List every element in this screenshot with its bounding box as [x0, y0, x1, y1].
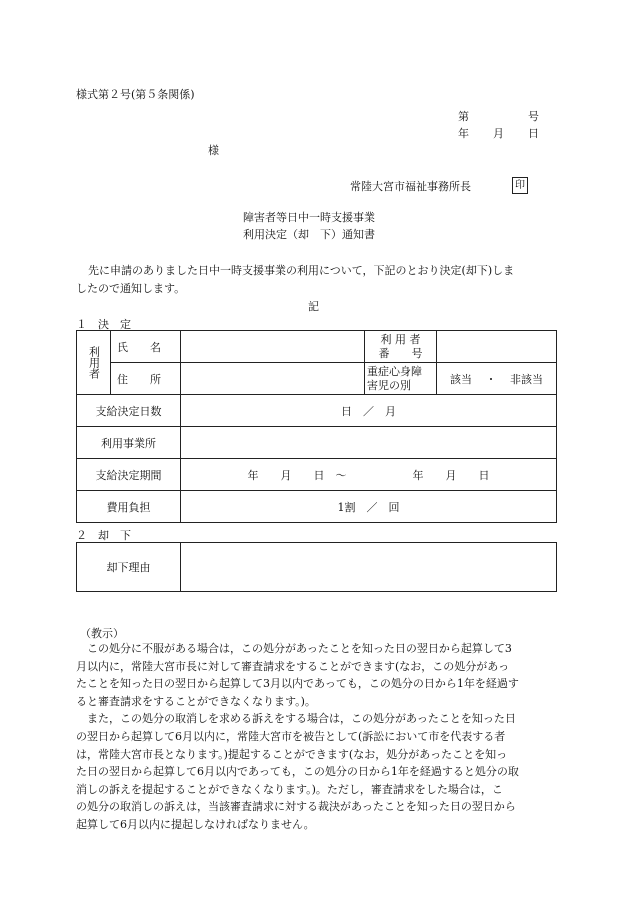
name-label: 氏 名 — [111, 331, 181, 363]
notice-p1-line: この処分に不服がある場合は，この処分があったことを知った日の翌日から起算して3 — [76, 642, 512, 655]
user-label: 利用者 — [87, 346, 101, 379]
disability-options — [437, 363, 557, 395]
period-label: 支給決定期間 — [77, 459, 181, 491]
disability-label — [365, 363, 437, 395]
section-1-heading: １ 決 定 — [76, 318, 131, 331]
days-label: 支給決定日数 — [77, 395, 181, 427]
period-value[interactable]: 年 月 日 ～ 年 月 日 — [181, 459, 557, 491]
rejection-table — [76, 542, 557, 592]
reason-value-cell[interactable] — [181, 543, 557, 592]
doc-number-label: 第 — [458, 110, 469, 123]
notice-p2-line: また，この処分の取消しを求める訴えをする場合は，この処分があったことを知った日 — [76, 712, 516, 726]
form-number: 様式第２号(第５条関係) — [76, 88, 195, 101]
date-month: 月 — [493, 127, 504, 140]
section-2-heading: ２ 却 下 — [76, 529, 131, 542]
issuer-name: 常陸大宮市福祉事務所長 — [350, 180, 471, 193]
reason-label: 却下理由 — [77, 543, 181, 592]
option-separator: ・ — [485, 372, 497, 386]
cost-value[interactable]: 1割 ／ 回 — [181, 491, 557, 523]
seal-box: 印 — [512, 177, 528, 194]
address-label: 住 所 — [111, 363, 181, 395]
notice-heading: （教示） — [80, 627, 124, 640]
disability-label-2: 害児の別 — [367, 378, 411, 392]
name-value-cell[interactable] — [181, 331, 365, 363]
intro-line-1: 先に申請のありました日中一時支援事業の利用について，下記のとおり決定(却下)しま — [88, 264, 515, 277]
user-label-cell — [77, 331, 111, 395]
doc-number-suffix: 号 — [528, 110, 539, 123]
user-number-label-1: 利 用 者 — [380, 332, 421, 346]
option-applicable[interactable]: 該当 — [450, 372, 472, 386]
notice-p2-line: 起算して6月以内に提起しなければなりません。 — [76, 817, 315, 831]
notice-p2-line: は，常陸大宮市長となります。)提起することができます(なお，処分があったことを知っ — [76, 747, 508, 761]
addressee-suffix: 様 — [208, 144, 219, 157]
user-number-label — [365, 331, 437, 363]
cost-label: 費用負担 — [77, 491, 181, 523]
facility-label: 利用事業所 — [77, 427, 181, 459]
decision-table — [76, 330, 557, 523]
title-line-1: 障害者等日中一時支援事業 — [243, 211, 375, 224]
address-value-cell[interactable] — [181, 363, 365, 395]
disability-label-1: 重症心身障 — [367, 364, 422, 378]
facility-value-cell[interactable] — [181, 427, 557, 459]
notice-p2-line: 消しの訴えを提起することができなくなります。)。ただし，審査請求をした場合は，こ — [76, 782, 503, 796]
notice-p2-line: の翌日から起算して6月以内に，常陸大宮市を被告として(訴訟において市を代表する者 — [76, 729, 506, 743]
notice-body — [76, 640, 556, 834]
title-line-2: 利用決定（却 下）通知書 — [243, 228, 375, 241]
intro-line-2: したので通知します。 — [76, 282, 186, 295]
date-day: 日 — [528, 127, 539, 140]
user-number-value-cell[interactable] — [437, 331, 557, 363]
seal-mark — [512, 177, 528, 194]
notice-p2-line: の処分の取消しの訴えは，当該審査請求に対する裁決があったことを知った日の翌日から — [76, 800, 516, 814]
notice-p1-line: ると審査請求をすることができなくなります。)。 — [76, 694, 316, 708]
user-number-label-2: 番 号 — [378, 346, 423, 360]
ki-label: 記 — [308, 300, 319, 313]
notice-p2-line: た日の翌日から起算して6月以内であっても，この処分の日から1年を経過すると処分の取 — [76, 765, 519, 779]
days-value[interactable]: 日 ／ 月 — [181, 395, 557, 427]
notice-p1-line: 月以内に，常陸大宮市長に対して審査請求をすることができます(なお，この処分があっ — [76, 659, 510, 673]
date-year: 年 — [458, 127, 469, 140]
notice-p1-line: たことを知った日の翌日から起算して3月以内であっても，この処分の日から1年を経過す — [76, 677, 519, 691]
option-not-applicable[interactable]: 非該当 — [510, 372, 543, 386]
